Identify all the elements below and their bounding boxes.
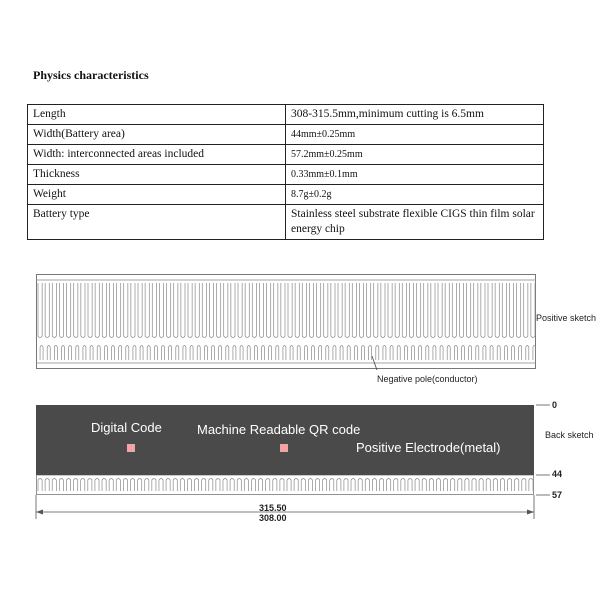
digital-code-marker [127,444,135,452]
positive-sketch [36,274,536,370]
section-title: Physics characteristics [33,68,149,82]
dimension-lines [30,495,545,525]
spec-label: Battery type [28,205,286,240]
spec-table [27,104,544,240]
digital-code-label: Digital Code [91,420,162,435]
spec-row [28,125,544,145]
spec-value: 308-315.5mm,minimum cutting is 6.5mm [286,105,544,125]
positive-electrode-label: Positive Electrode(metal) [356,440,501,455]
spec-label: Weight [28,185,286,205]
spec-label: Thickness [28,165,286,185]
spec-label: Width(Battery area) [28,125,286,145]
qr-code-label: Machine Readable QR code [197,422,361,437]
positive-sketch-drawing [36,274,536,370]
spec-value: 44mm±0.25mm [286,125,544,145]
spec-row [28,145,544,165]
back-finger-drawing [36,475,534,495]
spec-label: Length [28,105,286,125]
spec-row [28,205,544,240]
dimension-arrow-left [36,510,43,515]
positive-sketch-label: Positive sketch [536,313,597,323]
spec-value: Stainless steel substrate flexible CIGS thin film solar energy chip [286,205,544,240]
spec-row [28,105,544,125]
qr-code-marker [280,444,288,452]
scale-tick-0: 0 [552,400,558,410]
spec-row [28,185,544,205]
spec-value: 8.7g±0.2g [286,185,544,205]
negative-pole-label: Negative pole(conductor) [377,374,478,384]
dimension-arrow-right [527,510,534,515]
spec-value: 57.2mm±0.25mm [286,145,544,165]
spec-label: Width: interconnected areas included [28,145,286,165]
scale-marks [536,398,556,502]
back-finger-strip [36,475,534,495]
spec-row [28,165,544,185]
scale-tick-57: 57 [552,490,563,500]
back-sketch-label: Back sketch [545,430,594,440]
dimension-inner: 308.00 [259,513,287,523]
spec-value: 0.33mm±0.1mm [286,165,544,185]
scale-tick-44: 44 [552,469,563,479]
dimension-outer: 315.50 [259,503,287,513]
